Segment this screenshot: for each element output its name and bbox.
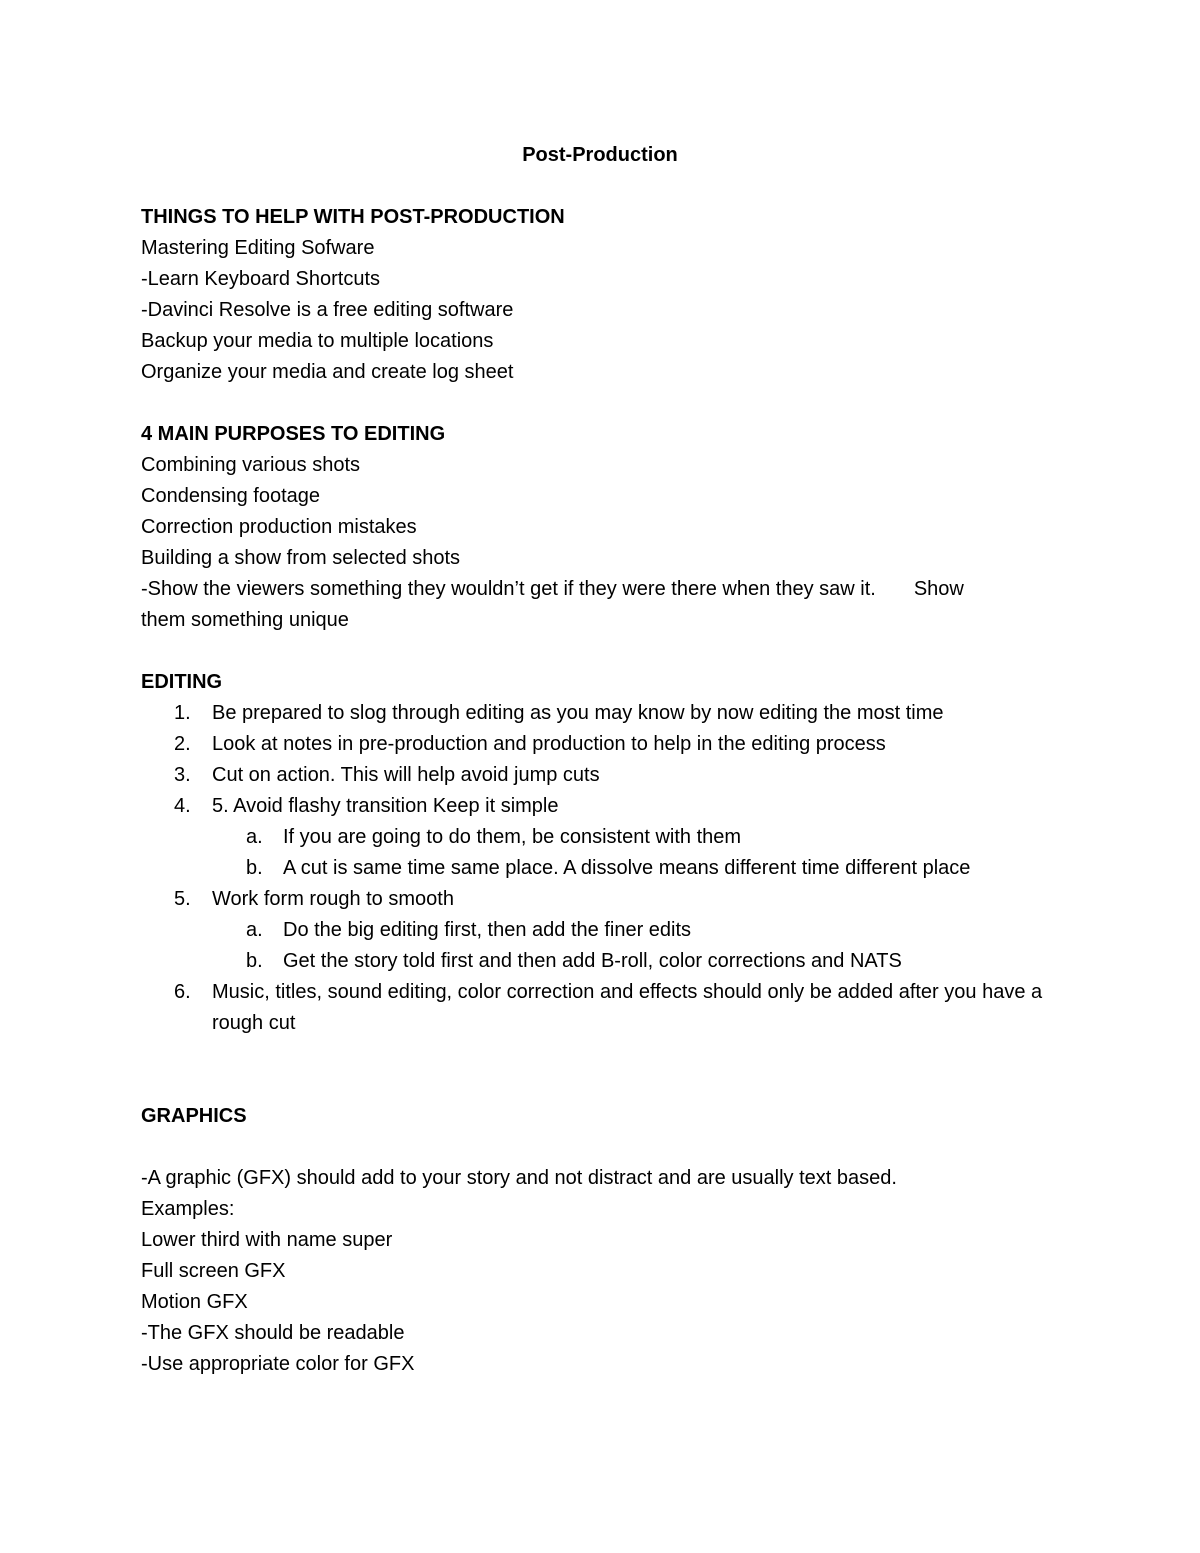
sub-list xyxy=(212,915,1061,977)
help-line: Backup your media to multiple locations xyxy=(141,330,494,352)
sub-list-item xyxy=(212,915,1061,946)
purpose-line: Combining various shots xyxy=(141,454,360,476)
help-line: Mastering Editing Sofware xyxy=(141,237,375,259)
purpose-note-continued: them something unique xyxy=(141,609,349,631)
graphics-line: Examples: xyxy=(141,1198,235,1220)
help-line: Organize your media and create log sheet xyxy=(141,361,514,383)
graphics-line: -The GFX should be readable xyxy=(141,1322,405,1344)
list-item xyxy=(141,791,1061,884)
list-item xyxy=(141,760,1061,791)
list-item-text: Music, titles, sound editing, color correction and effects should only be added after you have a rough cut xyxy=(212,981,1043,1034)
list-item-text: 5. Avoid flashy transition Keep it simple xyxy=(212,795,559,817)
purpose-line: Condensing footage xyxy=(141,485,321,507)
page-title: Post-Production xyxy=(522,144,678,166)
graphics-line: Full screen GFX xyxy=(141,1260,286,1282)
help-line: -Learn Keyboard Shortcuts xyxy=(141,268,381,290)
document-content xyxy=(141,140,1061,1380)
sub-list-item xyxy=(212,853,1061,884)
sub-list xyxy=(212,822,1061,884)
sub-list-item xyxy=(212,822,1061,853)
list-number: 3. xyxy=(174,764,191,786)
list-item-text: Cut on action. This will help avoid jump cuts xyxy=(212,764,600,786)
list-item xyxy=(141,884,1061,977)
graphics-line: Motion GFX xyxy=(141,1291,248,1313)
purpose-note xyxy=(141,574,1061,605)
sub-list-item-text: A cut is same time same place. A dissolve means different time different place xyxy=(283,857,971,879)
list-item xyxy=(141,729,1061,760)
sub-list-letter: a. xyxy=(246,826,263,848)
sub-list-letter: b. xyxy=(246,857,263,879)
sub-list-item-text: Get the story told first and then add B-roll, color corrections and NATS xyxy=(283,950,902,972)
purpose-line: Correction production mistakes xyxy=(141,516,417,538)
section-heading-graphics: GRAPHICS xyxy=(141,1105,247,1127)
list-number: 2. xyxy=(174,733,191,755)
graphics-intro: -A graphic (GFX) should add to your story and not distract and are usually text based. xyxy=(141,1167,897,1189)
purpose-line: Building a show from selected shots xyxy=(141,547,461,569)
graphics-line: -Use appropriate color for GFX xyxy=(141,1353,415,1375)
list-item xyxy=(141,977,1061,1039)
purpose-note-text: -Show the viewers something they wouldn’t get if they were there when they saw it. xyxy=(141,578,876,600)
section-heading-help: THINGS TO HELP WITH POST-PRODUCTION xyxy=(141,206,565,228)
section-heading-purposes: 4 MAIN PURPOSES TO EDITING xyxy=(141,423,446,445)
sub-list-item-text: Do the big editing first, then add the finer edits xyxy=(283,919,692,941)
list-number: 6. xyxy=(174,981,191,1003)
help-line: -Davinci Resolve is a free editing software xyxy=(141,299,514,321)
editing-list xyxy=(141,698,1061,1039)
purpose-note-text: Show xyxy=(913,578,964,600)
list-number: 4. xyxy=(174,795,191,817)
list-item-text: Work form rough to smooth xyxy=(212,888,454,910)
section-heading-editing: EDITING xyxy=(141,671,223,693)
sub-list-item xyxy=(212,946,1061,977)
sub-list-item-text: If you are going to do them, be consistent with them xyxy=(283,826,742,848)
list-number: 5. xyxy=(174,888,191,910)
list-item-text: Look at notes in pre-production and production to help in the editing process xyxy=(212,733,886,755)
graphics-line: Lower third with name super xyxy=(141,1229,393,1251)
list-item-text: Be prepared to slog through editing as you may know by now editing the most time xyxy=(212,702,944,724)
sub-list-letter: b. xyxy=(246,950,263,972)
sub-list-letter: a. xyxy=(246,919,263,941)
list-number: 1. xyxy=(174,702,191,724)
list-item xyxy=(141,698,1061,729)
